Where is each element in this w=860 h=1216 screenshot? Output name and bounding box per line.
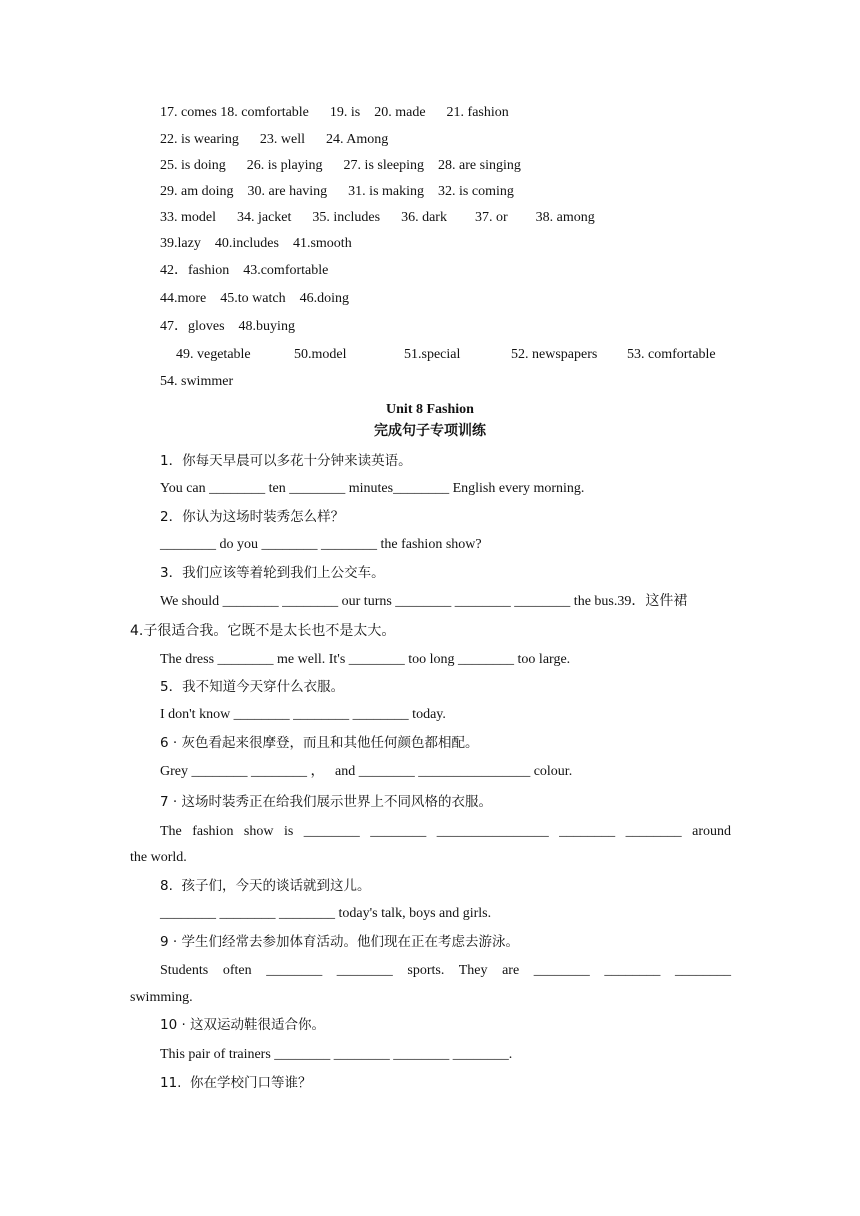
answer-row-33: 33. model 34. jacket 35. includes 36. dark 37. or 38. among xyxy=(160,210,595,225)
section-title: Unit 8 Fashion xyxy=(386,402,474,417)
answer-51: 51.special xyxy=(404,347,461,362)
answer-row-47: 47．gloves 48.buying xyxy=(160,319,295,334)
answer-row-29: 29. am doing 30. are having 31. is making 32. is coming xyxy=(160,184,514,199)
section-subtitle: 完成句子专项训练 xyxy=(374,423,486,439)
question-3-english: We should ________ ________ our turns ________ ________ ________ the bus.39．这件裙 xyxy=(160,594,688,609)
question-8-english: ________ ________ ________ today's talk, boys and girls. xyxy=(160,906,492,921)
question-6-english: Grey ________ ________ ， and ________ ________________ colour. xyxy=(160,764,573,779)
answer-row-25: 25. is doing 26. is playing 27. is sleeping 28. are singing xyxy=(160,158,521,173)
answer-50: 50.model xyxy=(294,347,347,362)
question-9-english: Students often ________ ________ sports. They are ________ ________ ________ xyxy=(160,963,731,978)
question-11-chinese: 11. 你在学校门口等谁？ xyxy=(160,1075,312,1091)
question-1-english: You can ________ ten ________ minutes________ English every morning. xyxy=(160,481,585,496)
question-5-chinese: 5．我不知道今天穿什么衣服。 xyxy=(160,679,345,695)
question-4-chinese: 4.子很适合我。它既不是太长也不是太大。 xyxy=(130,623,396,639)
question-7-english-cont: the world. xyxy=(130,850,187,865)
question-2-chinese: 2．你认为这场时装秀怎么样？ xyxy=(160,509,345,525)
answer-row-39: 39.lazy 40.includes 41.smooth xyxy=(160,236,352,251)
answer-row-44: 44.more 45.to watch 46.doing xyxy=(160,291,349,306)
answer-49: 49. vegetable xyxy=(176,347,251,362)
question-3-chinese: 3．我们应该等着轮到我们上公交车。 xyxy=(160,565,385,581)
question-9-chinese: 9 · 学生们经常去参加体育活动。他们现在正在考虑去游泳。 xyxy=(160,934,519,950)
question-10-chinese: 10 · 这双运动鞋很适合你。 xyxy=(160,1017,326,1033)
question-9-english-cont: swimming. xyxy=(130,990,193,1005)
question-6-chinese: 6 · 灰色看起来很摩登，而且和其他任何颜色都相配。 xyxy=(160,735,479,751)
question-2-english: ________ do you ________ ________ the fashion show? xyxy=(160,537,482,552)
answer-52: 52. newspapers xyxy=(511,347,598,362)
answer-53: 53. comfortable xyxy=(627,347,716,362)
question-7-chinese: 7 · 这场时装秀正在给我们展示世界上不同风格的衣服。 xyxy=(160,794,492,810)
answer-row-17: 17. comes 18. comfortable 19. is 20. made 21. fashion xyxy=(160,105,509,120)
question-8-chinese: 8. 孩子们，今天的谈话就到这儿。 xyxy=(160,878,371,894)
answer-row-22: 22. is wearing 23. well 24. Among xyxy=(160,132,389,147)
question-10-english: This pair of trainers ________ ________ ________ ________. xyxy=(160,1047,513,1062)
question-5-english: I don't know ________ ________ ________ today. xyxy=(160,707,446,722)
question-1-chinese: 1．你每天早晨可以多花十分钟来读英语。 xyxy=(160,453,412,469)
question-4-english: The dress ________ me well. It's ________ too long ________ too large. xyxy=(160,652,571,667)
answer-row-42: 42．fashion 43.comfortable xyxy=(160,263,329,278)
question-7-english: The fashion show is ________ ________ ________________ ________ ________ around xyxy=(160,824,731,839)
answer-row-54: 54. swimmer xyxy=(160,374,234,389)
